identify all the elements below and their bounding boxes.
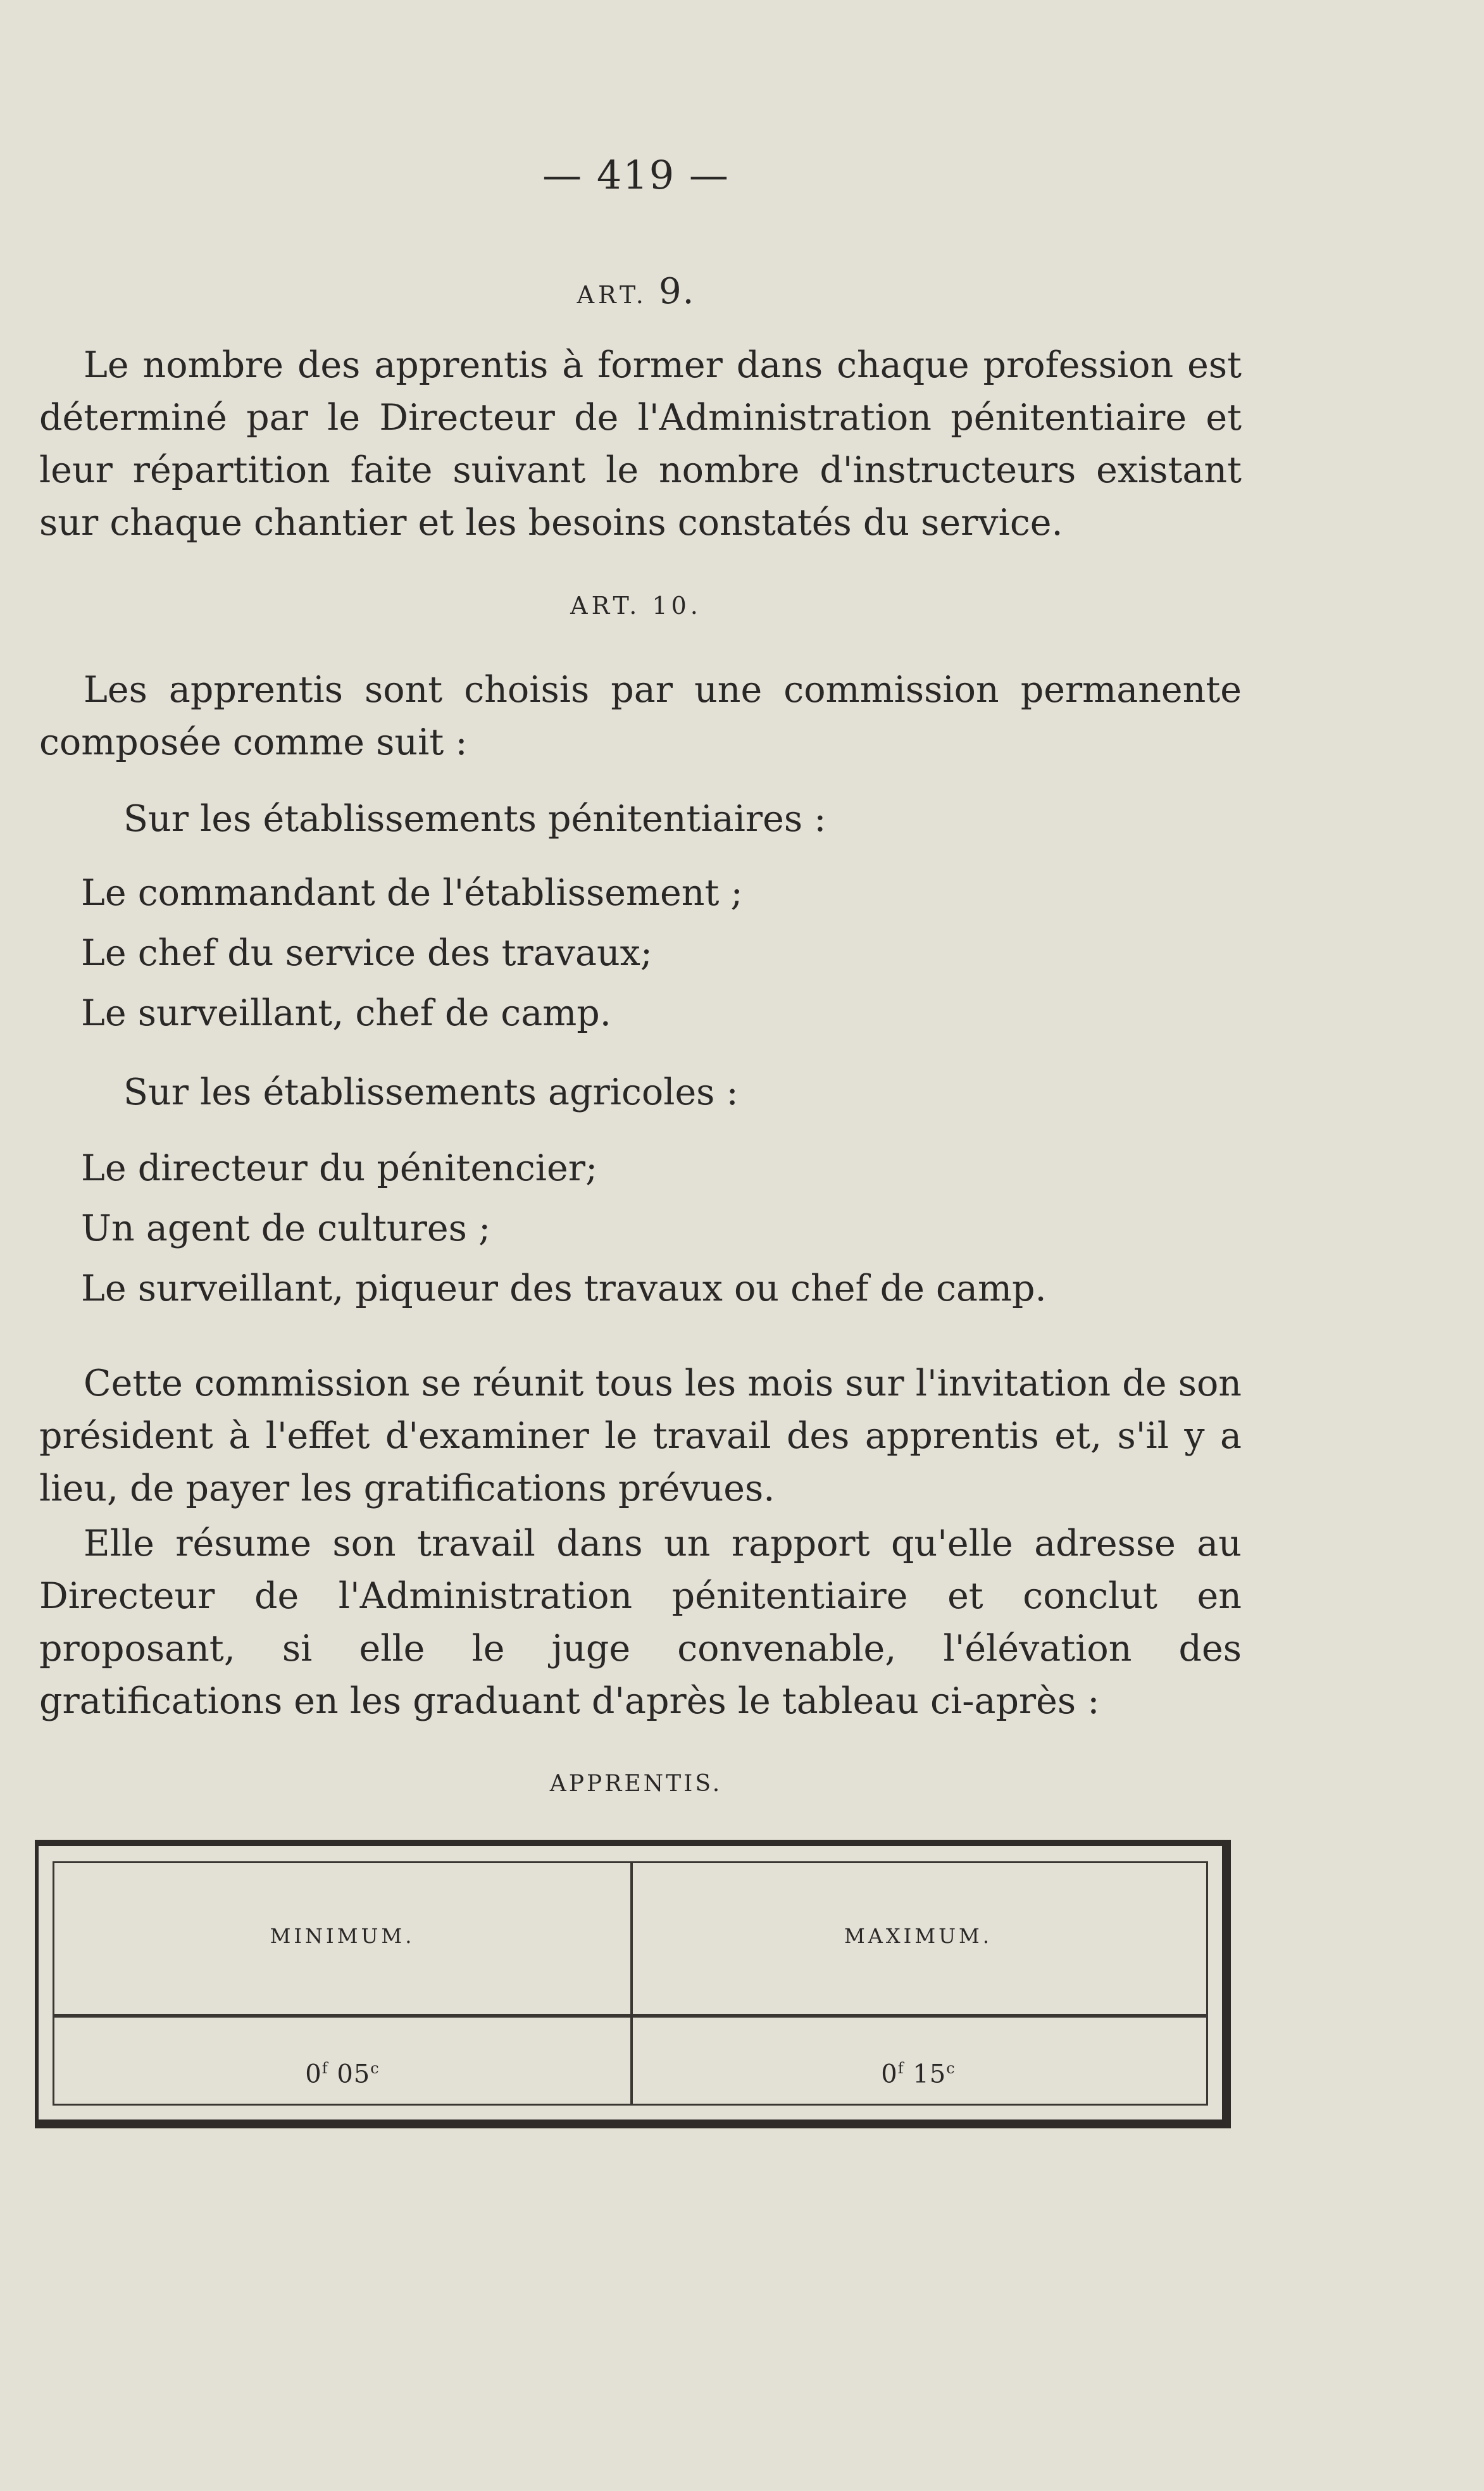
report-paragraph: Elle résume son travail dans un rapport qu'elle adresse au Directeur de l'Administration pénitentiaire et conclut en proposant, si elle le juge convenable, l'élévation des gratifications en les graduant d'après le tableau ci-après :	[39, 1523, 1242, 1722]
member-chef-travaux: Le chef du service des travaux;	[81, 932, 653, 974]
min-cents: 05	[337, 2059, 371, 2089]
value-maximum	[630, 2059, 1206, 2088]
max-cents: 15	[913, 2059, 947, 2089]
group-agricultural-heading: Sur les établissements agricoles :	[123, 1071, 739, 1113]
max-cents-sup: c	[946, 2059, 956, 2077]
member-surveillant-piqueur: Le surveillant, piqueur des travaux ou chef de camp.	[81, 1268, 1047, 1309]
header-minimum: MINIMUM.	[270, 1924, 415, 1948]
min-cents-sup: c	[370, 2059, 380, 2077]
member-directeur: Le directeur du pénitencier;	[81, 1147, 598, 1189]
article-9-heading	[0, 271, 1272, 312]
min-francs-sup: f	[321, 2059, 328, 2077]
member-agent-cultures: Un agent de cultures ;	[81, 1208, 491, 1249]
page-number: — 419 —	[542, 152, 730, 198]
article-9-text: Le nombre des apprentis à former dans chaque profession est déterminé par le Directeur de l'Administration pénitentiaire et leur répartition faite suivant le nombre d'instructeurs existant sur chaque chantier et les besoins constatés du service.	[39, 344, 1242, 544]
value-minimum	[54, 2059, 630, 2088]
commission-paragraph: Cette commission se réunit tous les mois sur l'invitation de son président à l'effet d'examiner le travail des apprentis et, s'il y a lieu, de payer les gratifications prévues.	[39, 1363, 1242, 1509]
gratification-table	[35, 1840, 1231, 2128]
max-francs-sup: f	[897, 2059, 904, 2077]
member-commandant: Le commandant de l'établissement ;	[81, 872, 743, 914]
max-francs: 0	[881, 2059, 898, 2089]
table-row-divider	[54, 2014, 1206, 2018]
article-10-intro: Les apprentis sont choisis par une commission permanente composée comme suit :	[39, 669, 1242, 763]
min-francs: 0	[305, 2059, 322, 2089]
article-9-heading-number: 9.	[658, 271, 695, 312]
group-penitentiary-heading: Sur les établissements pénitentiaires :	[123, 798, 826, 840]
table-title: APPRENTIS.	[549, 1771, 723, 1797]
header-maximum: MAXIMUM.	[844, 1924, 992, 1948]
member-surveillant-camp: Le surveillant, chef de camp.	[81, 992, 611, 1034]
table-inner-border	[53, 1861, 1208, 2106]
article-9-heading-prefix: ART.	[577, 281, 647, 309]
article-10-heading: ART. 10.	[570, 592, 702, 620]
